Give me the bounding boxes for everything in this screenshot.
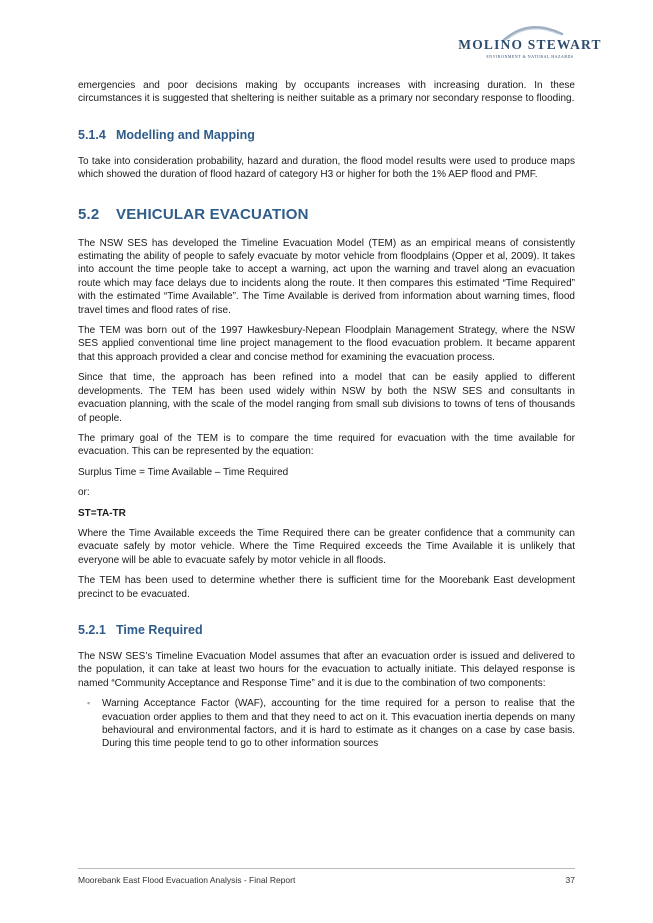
- equation-short: ST=TA-TR: [78, 507, 126, 519]
- section-number: 5.1.4: [78, 127, 106, 142]
- or-text: or:: [78, 487, 90, 499]
- section-number: 5.2: [78, 205, 100, 223]
- page-number: 37: [565, 875, 575, 885]
- logo-name: MOLINO STEWART: [458, 37, 602, 52]
- paragraph: The TEM has been used to determine whether there is sufficient time for the Moorebank East development precinct to be evacuated.: [78, 575, 575, 600]
- section-heading-5-2: [78, 206, 575, 223]
- paragraph: The NSW SES’s Timeline Evacuation Model assumes that after an evacuation order is issued and delivered to the population, it can take at least two hours for the evacuation to actually initiate. This delayed response is named “Community Acceptance and Response Time” and it is due to the combination of two components:: [78, 650, 575, 689]
- bullet-icon: ▪: [87, 698, 91, 709]
- section-number: 5.2.1: [78, 622, 106, 637]
- section-title: Time Required: [116, 622, 203, 637]
- page-footer: [78, 868, 575, 885]
- section-title: VEHICULAR EVACUATION: [116, 205, 309, 223]
- intro-paragraph: emergencies and poor decisions making by occupants increases with increasing duration. In these circumstances it is suggested that sheltering is neither suitable as a primary nor secondary response to flooding.: [78, 80, 575, 105]
- paragraph: The primary goal of the TEM is to compare the time required for evacuation with the time available for evacuation. This can be represented by the equation:: [78, 432, 575, 458]
- list-item: [78, 697, 575, 751]
- paragraph: Where the Time Available exceeds the Time Required there can be greater confidence that a community can evacuate safely by motor vehicle. Where the Time Required exceeds the Time Available it is unlikely that everyone will be able to evacuate safely by motor vehicle in all floods.: [78, 527, 575, 566]
- section-title: Modelling and Mapping: [116, 127, 255, 142]
- paragraph: To take into consideration probability, hazard and duration, the flood model results were used to produce maps which showed the duration of flood hazard of category H3 or higher for both the 1% AEP flood and PMF.: [78, 155, 575, 181]
- equation-text: Surplus Time = Time Available – Time Required: [78, 466, 289, 478]
- list-item-text: Warning Acceptance Factor (WAF), accounting for the time required for a person to realise that the evacuation order applies to them and that they need to act on it. This evacuation inertia depends on many behavioural and environmental factors, and it is hard to estimate as it changes on a case by case basis. During this time people tend to go to other information sources: [102, 698, 575, 750]
- section-heading-5-1-4: [78, 128, 575, 142]
- paragraph: The TEM was born out of the 1997 Hawkesbury-Nepean Floodplain Management Strategy, where the NSW SES applied conventional time line project management to the flood evacuation problem. It became apparent that this approach provided a clear and concise method for examining the evacuation process.: [78, 325, 575, 363]
- paragraph: Since that time, the approach has been refined into a model that can be easily applied to different developments. The TEM has been used widely within NSW by both the NSW SES and consultants in evacuation planning, with the scale of the model ranging from small sub divisions to towns of tens of thousands of people.: [78, 372, 575, 424]
- section-heading-5-2-1: [78, 623, 575, 637]
- footer-title: Moorebank East Flood Evacuation Analysis - Final Report: [78, 875, 296, 885]
- main-content: [78, 79, 575, 751]
- bullet-list: [78, 697, 575, 751]
- company-logo: [444, 20, 614, 64]
- paragraph: The NSW SES has developed the Timeline Evacuation Model (TEM) as an empirical means of consistently estimating the ability of people to safely evacuate by motor vehicle from floodplains (Opper et al, 2009). It takes into account the time people take to accept a warning, act upon the warning and travel along an evacuation route which may face delays due to incidents along the route. It then compares this estimated “Time Required” with the estimated “Time Available”. The Time Available is derived from information about warning times, flood travel times and flood rates of rise.: [78, 237, 575, 316]
- logo-tagline: ENVIRONMENT & NATURAL HAZARDS: [486, 54, 574, 59]
